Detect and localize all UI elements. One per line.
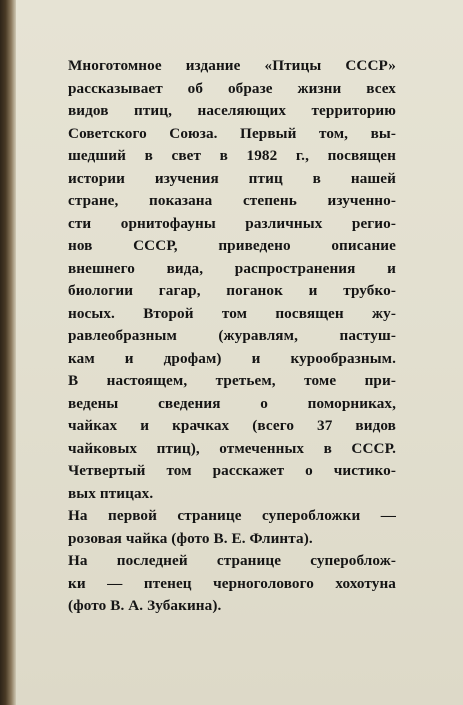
text-line: внешнего вида, распространения и <box>68 259 396 277</box>
text-line: чайках и крачках (всего 37 видов <box>68 417 396 434</box>
book-description-text <box>68 55 396 618</box>
text-line: (фото В. А. Зубакина). <box>68 597 222 614</box>
text-line: равлеобразным (журавлям, пастуш- <box>68 327 396 344</box>
text-line: ведены сведения о поморниках, <box>68 394 396 412</box>
text-line: Многотомное издание «Птицы СССР» <box>68 57 396 74</box>
text-line: Советского Союза. Первый том, вы- <box>68 124 396 142</box>
text-line: розовая чайка (фото В. Е. Флинта). <box>68 529 313 547</box>
text-line: шедший в свет в 1982 г., посвящен <box>68 147 396 164</box>
text-line: ки — птенец черноголового хохотуна <box>68 574 396 592</box>
text-line: В настоящем, третьем, томе при- <box>68 372 396 389</box>
text-line: нов СССР, приведено описание <box>68 237 396 254</box>
text-line: чайковых птиц), отмеченных в СССР. <box>68 439 396 457</box>
text-line: рассказывает об образе жизни всех <box>68 79 396 97</box>
text-line: На первой странице суперобложки — <box>68 507 396 524</box>
text-line: вых птицах. <box>68 484 154 502</box>
text-line: Четвертый том расскажет о чистико- <box>68 462 396 479</box>
text-line: сти орнитофауны различных регио- <box>68 214 396 232</box>
text-line: носых. Второй том посвящен жу- <box>68 304 396 322</box>
text-line: истории изучения птиц в нашей <box>68 169 396 187</box>
text-line: стране, показана степень изученно- <box>68 192 396 209</box>
text-line: видов птиц, населяющих территорию <box>68 102 396 119</box>
text-line: На последней странице суперoблож- <box>68 552 396 569</box>
text-line: биологии гагар, поганок и трубко- <box>68 282 396 299</box>
book-spine-edge <box>0 0 16 705</box>
text-line: кам и дрофам) и курообразным. <box>68 349 396 367</box>
